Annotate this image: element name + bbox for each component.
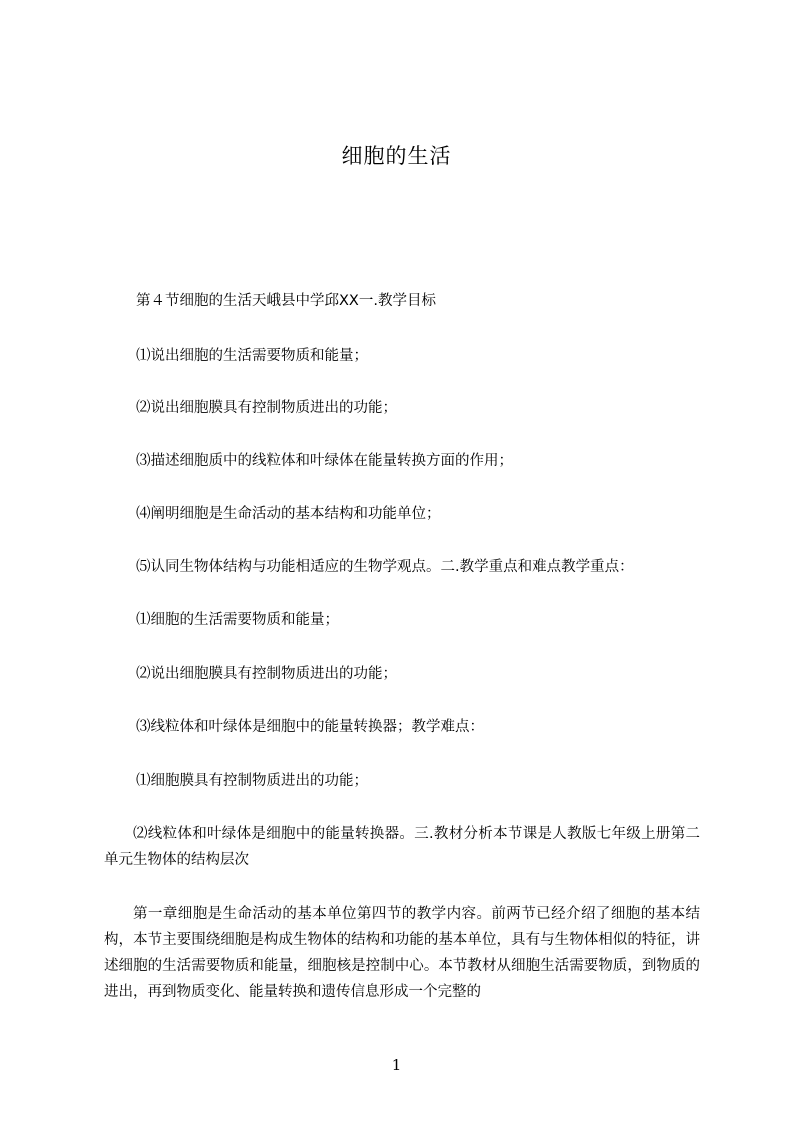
text-line-6: ⑸认同生物体结构与功能相适应的生物学观点。二.教学重点和难点教学重点： <box>136 559 634 575</box>
text-line-4: ⑶描述细胞质中的线粒体和叶绿体在能量转换方面的作用； <box>136 453 513 469</box>
text-line-2: ⑴说出细胞的生活需要物质和能量； <box>136 348 368 364</box>
text-line-1: 第４节细胞的生活天峨县中学邱XX一.教学目标 <box>136 293 436 309</box>
text-line-5: ⑷阐明细胞是生命活动的基本结构和功能单位； <box>136 506 441 522</box>
page-number: 1 <box>391 1056 402 1074</box>
paragraph-1: ⑵线粒体和叶绿体是细胞中的能量转换器。三.教材分析本节课是人教版七年级上册第二单元生物体的结构层次 <box>104 826 700 868</box>
paragraph-2: 第一章细胞是生命活动的基本单位第四节的教学内容。前两节已经介绍了细胞的基本结构，本节主要围绕细胞是构成生物体的结构和功能的基本单位，具有与生物体相似的特征，讲述细胞的生活需要物质和能量，细胞核是控制中心。本节教材从细胞生活需要物质，到物质的进出，再到物质变化、能量转换和遗传信息形成一个完整的 <box>104 906 700 1000</box>
text-line-10: ⑴细胞膜具有控制物质进出的功能； <box>136 773 368 789</box>
page-title: 细胞的生活 <box>341 144 452 168</box>
text-line-9: ⑶线粒体和叶绿体是细胞中的能量转换器；教学难点： <box>136 719 484 735</box>
text-line-8: ⑵说出细胞膜具有控制物质进出的功能； <box>136 666 397 682</box>
text-line-3: ⑵说出细胞膜具有控制物质进出的功能； <box>136 400 397 416</box>
text-line-7: ⑴细胞的生活需要物质和能量； <box>136 612 339 628</box>
